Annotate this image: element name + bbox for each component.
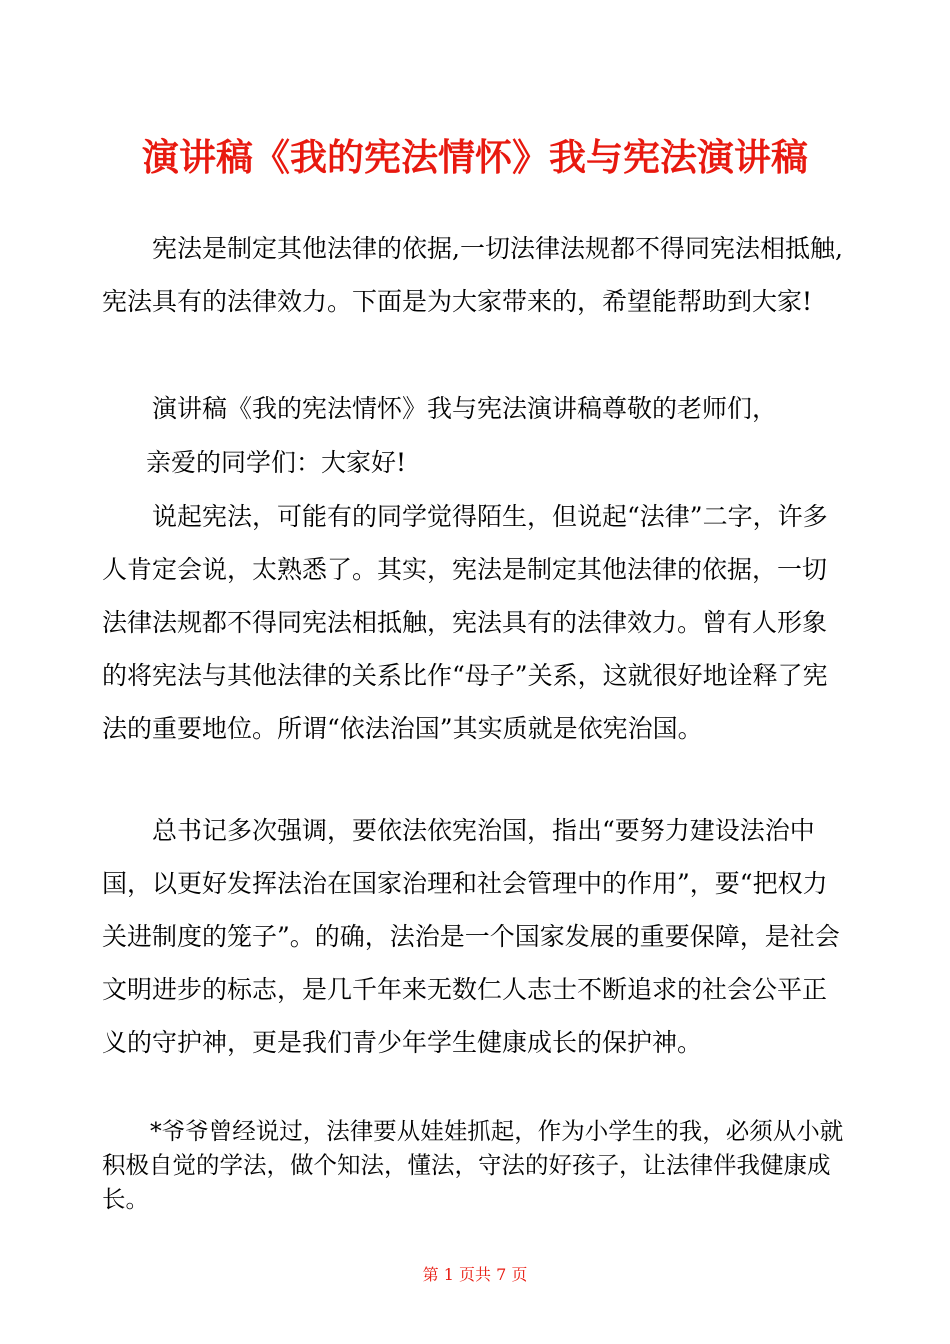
paragraph-constitution-law: 说起宪法，可能有的同学觉得陌生，但说起“法律”二字，许多人肯定会说，太熟悉了。其实，宪法是制定其他法律的依据，一切法律法规都不得同宪法相抵触，宪法具有的法律效力。曾有人形象的将宪法与其他法律的关系比作“母子”关系，这就很好地诠释了宪法的重要地位。所谓“依法治国”其实质就是依宪治国。	[102, 502, 828, 743]
page-footer: 第 1 页共 7 页	[422, 1265, 528, 1284]
paragraph-salutation: 演讲稿《我的宪法情怀》我与宪法演讲稿尊敬的老师们，	[152, 394, 778, 423]
paragraph-intro: 宪法是制定其他法律的依据,一切法律法规都不得同宪法相抵触,宪法具有的法律效力。下面是为大家带来的，希望能帮助到大家!	[102, 234, 843, 316]
document-title: 演讲稿《我的宪法情怀》我与宪法演讲稿	[142, 135, 808, 179]
paragraph-greeting: 亲爱的同学们：大家好!	[146, 448, 407, 477]
paragraph-rule-of-law: 总书记多次强调，要依法依宪治国，指出“要努力建设法治中国，以更好发挥法治在国家治理和社会管理中的作用”，要“把权力关进制度的笼子”。的确，法治是一个国家发展的重要保障，是社会文明进步的标志，是几千年来无数仁人志士不断追求的社会公平正义的守护神，更是我们青少年学生健康成长的保护神。	[102, 816, 840, 1057]
paragraph-conclusion: *爷爷曾经说过，法律要从娃娃抓起，作为小学生的我，必须从小就积极自觉的学法，做个知法，懂法，守法的好孩子，让法律伴我健康成长。	[102, 1117, 844, 1213]
